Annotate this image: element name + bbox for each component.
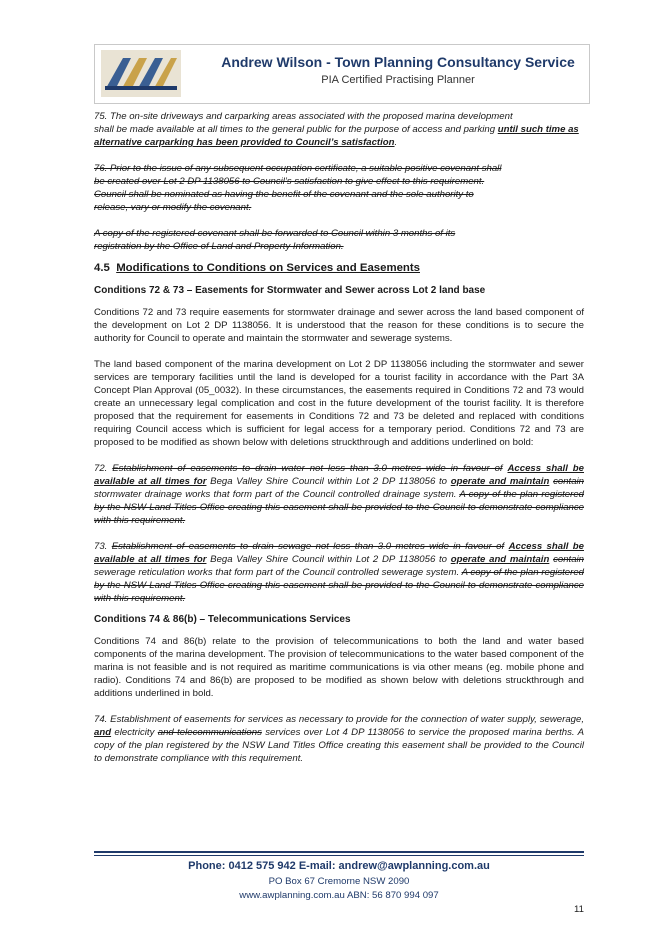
subheading-74-86b: Conditions 74 & 86(b) – Telecommunications Services xyxy=(94,614,351,625)
c72-deletion-1: Establishment of easements to drain water not less than 3.0 metres wide in favour of xyxy=(112,463,503,474)
c76-period: . xyxy=(248,202,252,213)
paragraph-1: Conditions 72 and 73 require easements for stormwater drainage and sewer across the land based component of the development on Lot 2 DP 1138056. It is understood that the reason for these conditions is to secure the authority for Council to operate and maintain the stormwater and sewerage systems. xyxy=(94,307,584,344)
aw-logo xyxy=(101,50,181,97)
c72-text-1: Bega Valley Shire Council within Lot 2 DP 1138056 to xyxy=(206,476,451,487)
condition-76-deleted xyxy=(94,162,584,214)
subheading-72-73: Conditions 72 & 73 – Easements for Stormwater and Sewer across Lot 2 land base xyxy=(94,285,486,296)
c73-deletion-2: contain xyxy=(553,554,584,565)
c76-line3: Council shall be nominated as having the benefit of the covenant and the sole authority to xyxy=(94,189,474,200)
section-title: Modifications to Conditions on Services and Easements xyxy=(116,262,420,274)
letterhead xyxy=(94,44,590,104)
footer-address: PO Box 67 Cremorne NSW 2090 xyxy=(268,876,410,887)
c74-text-2: electricity xyxy=(111,727,158,738)
c76-line1: 76. Prior to the issue of any subsequent occupation certificate, a suitable positive covenant shall xyxy=(94,163,502,174)
condition-72 xyxy=(94,462,584,527)
page-number: 11 xyxy=(574,904,584,915)
c73-number: 73. xyxy=(94,541,112,552)
c74-text-3: services over Lot 4 DP 1138056 to service the proposed marina berths. A copy of the plan registered by the NSW Land Titles Office creating this easement shall be provided to the Council to demonstrate compliance with this requirement. xyxy=(94,727,584,764)
covenant-copy-deleted xyxy=(94,227,584,253)
c72-number: 72. xyxy=(94,463,113,474)
c76-line4: release, vary or modify the covenant xyxy=(94,202,249,213)
c72-addition-1: Access shall be available at all times for xyxy=(94,463,584,487)
footer-divider xyxy=(94,851,584,853)
c76-line2: be created over Lot 2 DP 1138056 to Council’s satisfaction to give effect to this requirement. xyxy=(94,176,485,187)
firm-subtitle: PIA Certified Practising Planner xyxy=(321,74,475,86)
section-number: 4.5 xyxy=(94,262,110,274)
section-heading xyxy=(94,261,584,276)
condition-75 xyxy=(94,110,584,149)
c72-addition-2: operate and maintain xyxy=(450,476,550,487)
c74-deletion: and telecommunications xyxy=(157,727,262,738)
c73-deletion-1: Establishment of easements to drain sewage not less than 3.0 metres wide in favour of xyxy=(111,541,505,552)
c75-period: . xyxy=(394,137,398,148)
condition-74 xyxy=(94,713,584,765)
c74-addition: and xyxy=(94,727,112,738)
c73-text-1: Bega Valley Shire Council within Lot 2 DP 1138056 to xyxy=(206,554,451,565)
c72-text-2: stormwater drainage works that form part of the Council controlled drainage system. xyxy=(94,489,460,500)
c73-text-2: sewerage reticulation works that form part of the Council controlled sewerage system. xyxy=(94,567,462,578)
c72-deletion-3: A copy of the plan registered by the NSW Land Titles Office creating this easement shall be provided to the Council to demonstrate compliance with this requirement. xyxy=(94,489,584,526)
firm-title: Andrew Wilson - Town Planning Consultancy Service xyxy=(221,54,575,70)
c75-line2: shall be made available at all times to the general public for the purpose of access and parking xyxy=(94,124,498,135)
c73-addition-2: operate and maintain xyxy=(450,554,550,565)
copy-line2: registration by the Office of Land and Property Information. xyxy=(94,241,344,252)
c73-deletion-3: A copy of the plan registered by the NSW Land Titles Office creating this easement shall be provided to the Council to demonstrate compliance with this requirement. xyxy=(94,567,584,604)
c73-addition-1: Access shall be available at all times for xyxy=(94,541,584,565)
footer-web-abn: www.awplanning.com.au ABN: 56 870 994 097 xyxy=(239,890,439,901)
footer-divider-thin xyxy=(94,855,584,856)
c75-line1: 75. The on-site driveways and carparking areas associated with the proposed marina development xyxy=(94,111,513,122)
c75-addition: until such time as alternative carparking has been provided to Council’s satisfaction xyxy=(94,124,579,148)
paragraph-3: Conditions 74 and 86(b) relate to the provision of telecommunications to both the land and water based components of the marina development. The provision of telecommunications to the water based component of the marina is not feasible and is not required as maritime communications is via other means (eg. mobile phone and radio). Conditions 74 and 86(b) are proposed to be modified as shown below with deletions struckthrough and additions underlined in bold. xyxy=(94,636,584,699)
copy-line1: A copy of the registered covenant shall be forwarded to Council within 3 months of its xyxy=(94,228,456,239)
c74-text-1: 74. Establishment of easements for services as necessary to provide for the connection of water supply, sewerage, xyxy=(94,714,584,725)
c72-deletion-2: contain xyxy=(553,476,584,487)
paragraph-2: The land based component of the marina development on Lot 2 DP 1138056 including the stormwater and sewer services are temporary facilities until the land is developed for a tourist facility in accordance with the Part 3A Concept Plan Approval (05_0032). In these circumstances, the easements required in Conditions 72 and 73 would create an unnecessary legal complication and cost in the future development of the tourist facility. It is therefore proposed that the requirement for easements in Conditions 72 and 73 be deleted and replaced with conditions requiring Council access which is sufficient for legal access for a temporary period. Conditions 72 and 73 are proposed to be modified as shown below with deletions struckthrough and additions underlined on bold: xyxy=(94,359,584,448)
condition-73 xyxy=(94,540,584,605)
footer-contact: Phone: 0412 575 942 E-mail: andrew@awplanning.com.au xyxy=(188,860,490,872)
body-text xyxy=(94,110,584,765)
